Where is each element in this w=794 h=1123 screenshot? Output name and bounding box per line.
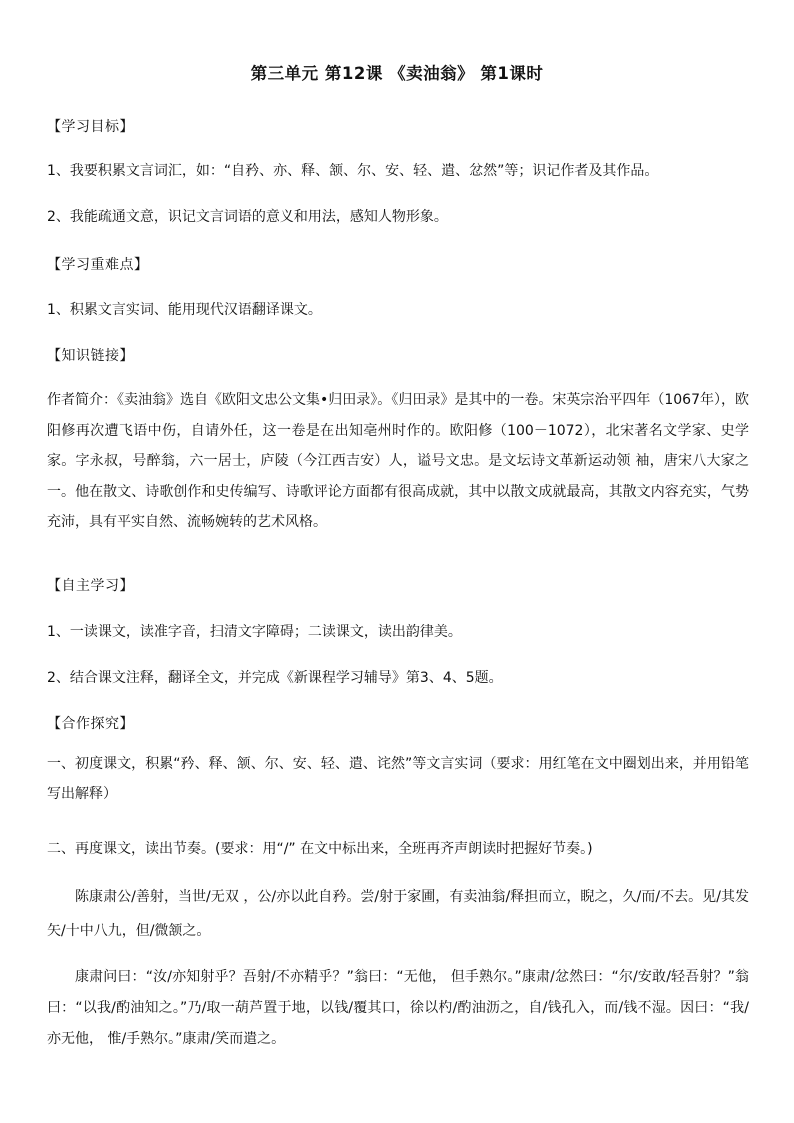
cooperation-item-2: 二、再度课文，读出节奏。(要求：用“/” 在文中标出来，全班再齐声朗读时把握好节奏。) bbox=[47, 841, 593, 857]
self-study-item-1: 1、一读课文，读准字音，扫清文字障碍；二读课文，读出韵律美。 bbox=[47, 624, 462, 640]
objective-item-1: 1、我要积累文言词汇，如：“自矜、亦、释、颔、尔、安、轻、遣、忿然”等；识记作者及其作品。 bbox=[47, 163, 659, 179]
cooperation-item-1: 一、初度课文，积累“矜、释、颔、尔、安、轻、遣、诧然”等文言实词（要求：用红笔在文中圈划出来，并用铅笔写出解释） bbox=[47, 756, 749, 802]
self-study-item-2: 2、结合课文注释，翻译全文，并完成《新课程学习辅导》第3、4、5题。 bbox=[47, 670, 503, 686]
page-title: 第三单元 第12课 《卖油翁》 第1课时 bbox=[250, 64, 544, 83]
cooperation-heading: 【合作探究】 bbox=[47, 716, 134, 732]
self-study-heading: 【自主学习】 bbox=[47, 578, 134, 594]
knowledge-link-heading: 【知识链接】 bbox=[47, 348, 134, 364]
key-points-heading: 【学习重难点】 bbox=[47, 257, 149, 273]
key-point-item-1: 1、积累文言实词、能用现代汉语翻译课文。 bbox=[47, 302, 322, 318]
classical-passage-2: 康肃问曰：“汝/亦知射乎？吾射/不亦精乎？”翁曰：“无他， 但手熟尔。”康肃/忿然曰：“尔/安敢/轻吾射？”翁曰：“以我/酌油知之。”乃/取一葫芦置于地，以钱/覆其口，徐以杓/酌油沥之，自/钱孔入，而/钱不湿。因曰：“我/亦无他， 惟/手熟尔。”康肃/笑而遣之。 bbox=[47, 969, 749, 1047]
classical-passage-1: 陈康肃公/善射，当世/无双 ，公/亦以此自矜。尝/射于家圃，有卖油翁/释担而立，睨之，久/而/不去。见/其发矢/十中八九，但/微颔之。 bbox=[47, 889, 749, 939]
objective-item-2: 2、我能疏通文意，识记文言词语的意义和用法，感知人物形象。 bbox=[47, 209, 448, 225]
objectives-heading: 【学习目标】 bbox=[47, 119, 134, 135]
author-intro-paragraph: 作者简介：《卖油翁》选自《欧阳文忠公文集•归田录》。《归田录》是其中的一卷。宋英宗治平四年（1067年），欧阳修再次遭飞语中伤，自请外任，这一卷是在出知亳州时作的。欧阳修（100－1072），北宋著名文学家、史学家。字永叔，号醉翁，六一居士，庐陵（今江西吉安）人，谥号文忠。是文坛诗文革新运动领 袖，唐宋八大家之一。他在散文、诗歌创作和史传编写、诗歌评论方面都有很高成就，其中以散文成就最高，其散文内容充实，气势充沛，具有平实自然、流畅婉转的艺术风格。 bbox=[47, 392, 749, 530]
